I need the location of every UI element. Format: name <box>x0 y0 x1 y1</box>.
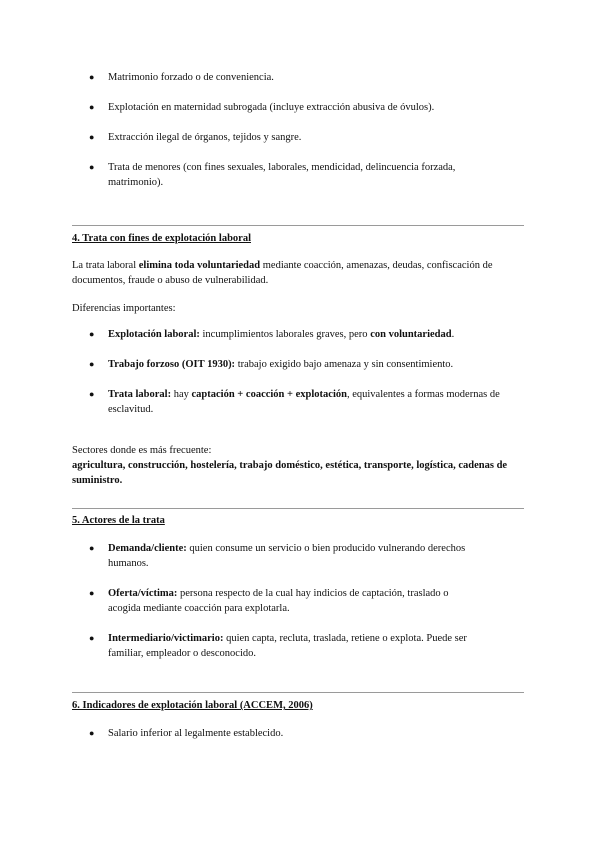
bullet-icon: ● <box>89 329 95 339</box>
definition: incumplimientos laborales graves, pero <box>199 329 371 340</box>
list-item <box>72 327 532 342</box>
bullet-list-indicators <box>72 726 532 741</box>
list-item-text: Salario inferior al legalmente establecido. <box>108 728 284 739</box>
term: Oferta/víctima: <box>108 588 178 599</box>
term: Explotación laboral: <box>108 329 200 340</box>
bullet-icon: ● <box>89 102 95 112</box>
intro-text-rest: mediante coacción, amenazas, deudas, confiscación de documentos, fraude o abuso de vulnerabilidad. <box>72 260 493 286</box>
intro-emphasis: elimina toda voluntariedad <box>138 260 261 271</box>
bullet-icon: ● <box>89 72 95 82</box>
term: Demanda/cliente: <box>108 543 187 554</box>
bullet-list-top <box>72 70 532 190</box>
differences-label: Diferencias importantes: <box>72 303 176 314</box>
term-emphasis: con voluntariedad <box>370 329 452 340</box>
sectors-label: Sectores donde es más frecuente: <box>72 445 212 456</box>
list-item <box>72 70 532 85</box>
definition: quien capta, recluta, traslada, retiene o explota. Puede ser familiar, empleador o desconocido. <box>108 633 467 659</box>
intro-text: La trata laboral <box>72 260 139 271</box>
section-heading: 5. Actores de la trata <box>72 515 165 526</box>
list-item <box>72 631 472 661</box>
bullet-icon: ● <box>89 389 95 399</box>
list-item-text: Explotación en maternidad subrogada (incluye extracción abusiva de óvulos). <box>108 102 435 113</box>
bullet-list-differences <box>72 327 532 417</box>
list-item <box>72 357 532 372</box>
bullet-icon: ● <box>89 543 95 553</box>
list-item <box>72 130 532 145</box>
divider <box>72 692 524 693</box>
definition-end: . <box>451 329 455 340</box>
term: Trabajo forzoso (OIT 1930): <box>108 359 236 370</box>
list-item-text: Extracción ilegal de órganos, tejidos y sangre. <box>108 132 302 143</box>
definition-end: , equivalentes a formas modernas de esclavitud. <box>108 389 500 415</box>
bullet-icon: ● <box>89 359 95 369</box>
definition: trabajo exigido bajo amenaza y sin consentimiento. <box>235 359 454 370</box>
list-item-text: Trata de menores (con fines sexuales, laborales, mendicidad, delincuencia forzada, matrimonio). <box>108 162 456 188</box>
bullet-icon: ● <box>89 162 95 172</box>
bullet-icon: ● <box>89 728 95 738</box>
bullet-icon: ● <box>89 132 95 142</box>
term: Trata laboral: <box>108 389 172 400</box>
section-intro <box>72 258 528 288</box>
section-heading: 6. Indicadores de explotación laboral (ACCEM, 2006) <box>72 700 313 711</box>
definition: persona respecto de la cual hay indicios de captación, traslado o acogida mediante coacción para explotarla. <box>108 588 449 614</box>
list-item <box>72 160 468 190</box>
definition: quien consume un servicio o bien producido vulnerando derechos humanos. <box>108 543 466 569</box>
list-item <box>72 726 532 741</box>
term: Intermediario/victimario: <box>108 633 224 644</box>
bullet-icon: ● <box>89 588 95 598</box>
sectors-block <box>72 443 528 488</box>
divider <box>72 225 524 226</box>
bullet-icon: ● <box>89 633 95 643</box>
section-heading: 4. Trata con fines de explotación laboral <box>72 233 251 244</box>
definition: hay <box>171 389 192 400</box>
list-item <box>72 100 532 115</box>
list-item <box>72 387 532 417</box>
term-emphasis: captación + coacción + explotación <box>191 389 347 400</box>
bullet-list-actors <box>72 541 472 661</box>
divider <box>72 508 524 509</box>
list-item <box>72 541 472 571</box>
list-item-text: Matrimonio forzado o de conveniencia. <box>108 72 274 83</box>
list-item <box>72 586 472 616</box>
sectors-value: agricultura, construcción, hostelería, trabajo doméstico, estética, transporte, logística, cadenas de suministro. <box>72 460 508 486</box>
